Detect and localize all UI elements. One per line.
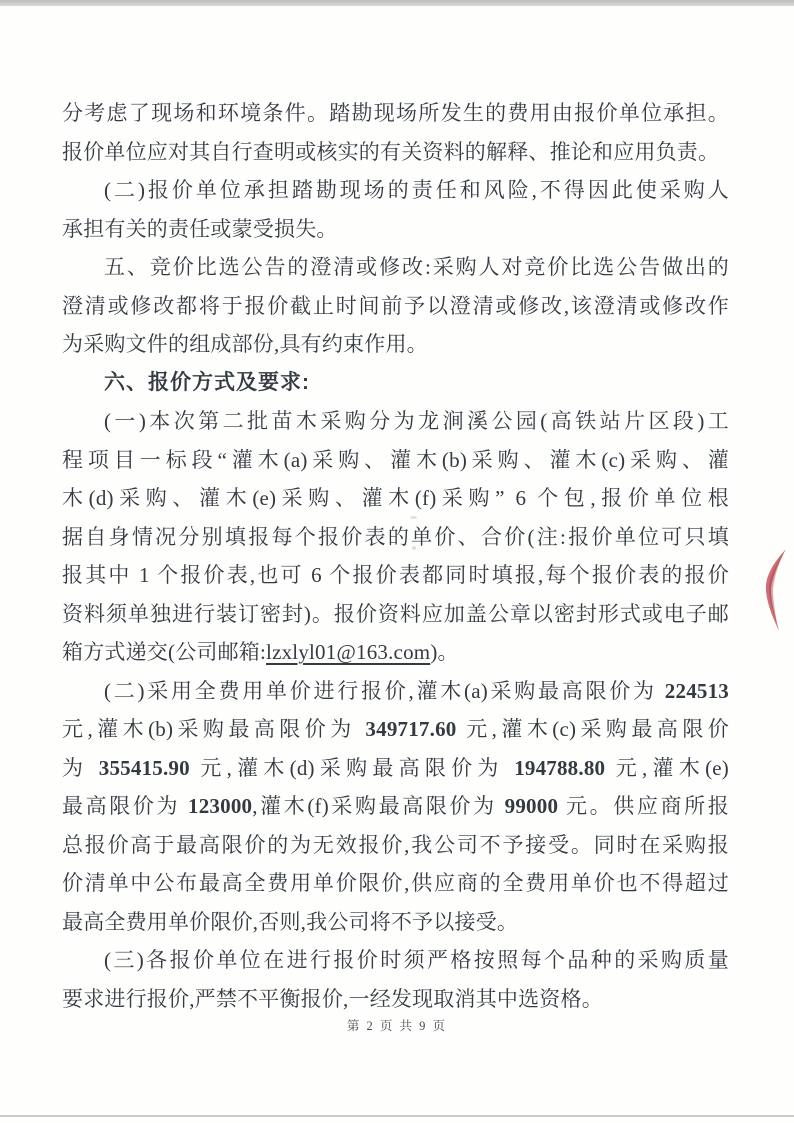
text-line: 最高全费用单价限价,否则,我公司将不予以接受。 bbox=[62, 909, 519, 934]
text-line: (二)采用全费用单价进行报价,灌木(a)采购最高限价为 224513 bbox=[104, 678, 729, 703]
text-line: 报价单位应对其自行查明或核实的有关资料的解释、推论和应用负责。 bbox=[62, 139, 720, 164]
scan-speck bbox=[410, 516, 417, 519]
text-line: 分考虑了现场和环境条件。踏勘现场所发生的费用由报价单位承担。 bbox=[62, 101, 729, 125]
text-line: 总报价高于最高限价的为无效报价,我公司不予接受。同时在采购报 bbox=[62, 832, 729, 857]
scan-edge-top bbox=[0, 0, 794, 6]
text-line: 承担有关的责任或蒙受损失。 bbox=[62, 216, 338, 241]
scan-speck bbox=[508, 1001, 511, 1004]
text-line: 据自身情况分别填报每个报价表的单价、合价(注:报价单位可只填 bbox=[62, 524, 729, 549]
email-text: lzxlyl01@163.com bbox=[266, 640, 431, 664]
red-pen-mark bbox=[758, 547, 792, 633]
text-line: 五、竞价比选公告的澄清或修改:采购人对竞价比选公告做出的 bbox=[104, 255, 729, 279]
scan-speck bbox=[347, 149, 350, 155]
text-line: 程项目一标段“灌木(a)采购、灌木(b)采购、灌木(c)采购、灌 bbox=[62, 447, 729, 472]
scan-speck bbox=[412, 546, 416, 550]
text-line: 价清单中公布最高全费用单价限价,供应商的全费用单价也不得超过 bbox=[62, 871, 729, 895]
text-line: 为 355415.90 元,灌木(d)采购最高限价为 194788.80 元,灌木(e) bbox=[62, 755, 729, 780]
text-line: 澄清或修改都将于报价截止时间前予以澄清或修改,该澄清或修改作 bbox=[62, 293, 729, 318]
document-body bbox=[62, 94, 729, 1018]
text-line: 报其中 1 个报价表,也可 6 个报价表都同时填报,每个报价表的报价 bbox=[62, 563, 729, 587]
text-line: (一)本次第二批苗木采购分为龙涧溪公园(高铁站片区段)工 bbox=[104, 409, 729, 433]
text-line: 木(d)采购、灌木(e)采购、灌木(f)采购” 6 个包,报价单位根 bbox=[62, 486, 729, 510]
section-heading-line: 六、报价方式及要求: bbox=[104, 370, 310, 394]
text-line: 为采购文件的组成部份,具有约束作用。 bbox=[62, 332, 428, 356]
text-line: (三)各报价单位在进行报价时须严格按照每个品种的采购质量 bbox=[104, 948, 729, 972]
scan-edge-bottom bbox=[0, 1115, 794, 1117]
text-line: 箱方式递交(公司邮箱:lzxlyl01@163.com)。 bbox=[62, 640, 459, 664]
text-line: 要求进行报价,严禁不平衡报价,一经发现取消其中选资格。 bbox=[62, 986, 603, 1011]
text-line: 元,灌木(b)采购最高限价为 349717.60 元,灌木(c)采购最高限价 bbox=[62, 717, 729, 741]
page-number: 第 2 页 共 9 页 bbox=[346, 1019, 448, 1033]
text-line: (二)报价单位承担踏勘现场的责任和风险,不得因此使采购人 bbox=[104, 178, 729, 202]
text-line: 最高限价为 123000,灌木(f)采购最高限价为 99000 元。供应商所报 bbox=[62, 794, 730, 818]
text-line: 资料须单独进行装订密封)。报价资料应加盖公章以密封形式或电子邮 bbox=[62, 601, 729, 626]
